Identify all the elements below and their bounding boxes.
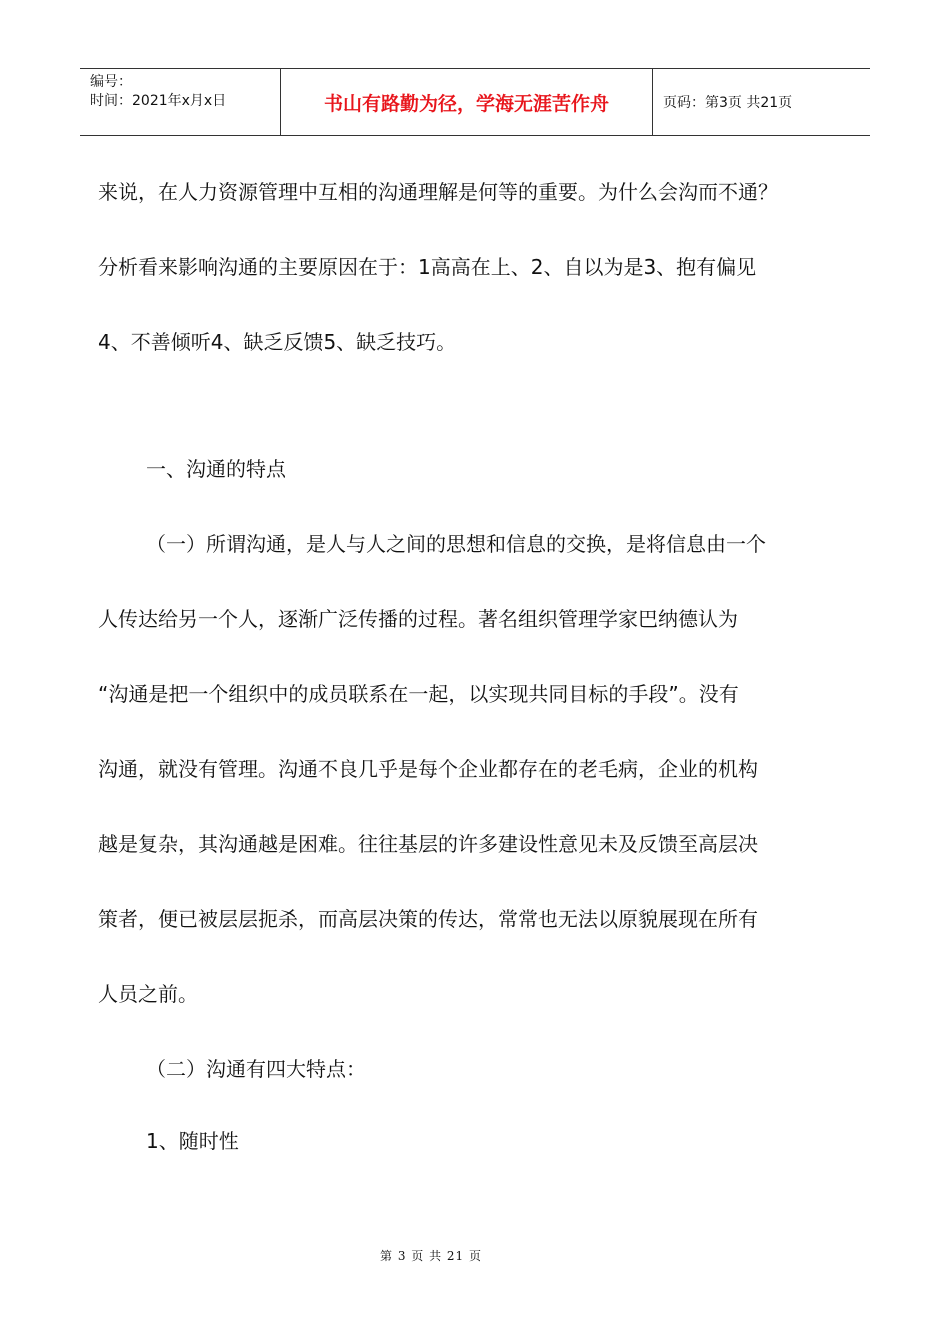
date-label: 时间：2021年x月x日 [90, 93, 227, 109]
paragraph-line: 人传达给另一个人，逐渐广泛传播的过程。著名组织管理学家巴纳德认为 [98, 607, 738, 631]
paragraph-line: （一）所谓沟通，是人与人之间的思想和信息的交换，是将信息由一个 [146, 532, 766, 556]
section-heading: 一、沟通的特点 [146, 457, 286, 481]
list-item-heading: 1、随时性 [146, 1129, 239, 1153]
paragraph-line: 越是复杂，其沟通越是困难。往往基层的许多建设性意见未及反馈至高层决 [98, 832, 758, 856]
paragraph-line: “沟通是把一个组织中的成员联系在一起，以实现共同目标的手段”。没有 [98, 682, 739, 706]
header-motto: 书山有路勤为径，学海无涯苦作舟 [281, 69, 653, 135]
paragraph-line: 4、不善倾听4、缺乏反馈5、缺乏技巧。 [98, 330, 457, 354]
page-footer: 第 3 页 共 21 页 [380, 1249, 482, 1263]
paragraph-line: 策者，便已被层层扼杀，而高层决策的传达，常常也无法以原貌展现在所有 [98, 907, 758, 931]
paragraph-line: 分析看来影响沟通的主要原因在于：1高高在上、2、自以为是3、抱有偏见 [98, 255, 757, 279]
serial-number-label: 编号： [90, 74, 132, 90]
subsection-heading: （二）沟通有四大特点： [146, 1057, 366, 1081]
header-page-info: 页码：第3页 共21页 [663, 95, 793, 111]
paragraph-line: 来说，在人力资源管理中互相的沟通理解是何等的重要。为什么会沟而不通？ [98, 180, 778, 204]
paragraph-line: 人员之前。 [98, 982, 198, 1006]
document-header [80, 68, 870, 136]
paragraph-line: 沟通，就没有管理。沟通不良几乎是每个企业都存在的老毛病，企业的机构 [98, 757, 758, 781]
header-meta-cell [80, 69, 281, 135]
